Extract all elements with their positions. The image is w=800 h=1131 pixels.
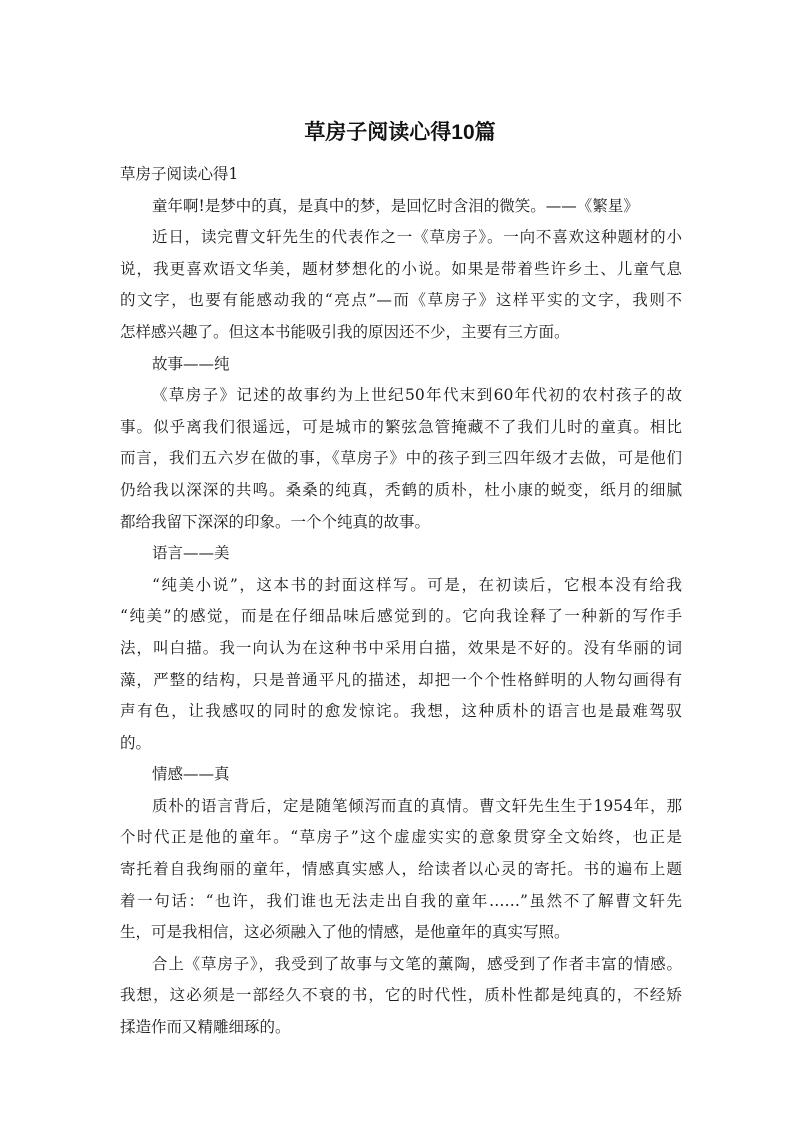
paragraph-line: 质朴的语言背后，定是随笔倾泻而直的真情。曹文轩先生生于1954年，那 bbox=[152, 796, 682, 815]
paragraph-line: 寄托着自我绚丽的童年，情感真实感人，给读者以心灵的寄托。书的遍布上题 bbox=[120, 860, 682, 879]
paragraph-line: 声有色，让我感叹的同时的愈发惊诧。我想，这种质朴的语言也是最难驾驭 bbox=[120, 702, 682, 721]
paragraph-line: “纯美小说”，这本书的封面这样写。可是，在初读后，它根本没有给我 bbox=[152, 575, 682, 594]
document-body bbox=[120, 159, 682, 1044]
paragraph-line: 而言，我们五六岁在做的事，《草房子》中的孩子到三四年级才去做，可是他们 bbox=[120, 449, 682, 468]
paragraph-line: 的。 bbox=[120, 733, 152, 752]
paragraph-line: 着一句话：“也许，我们谁也无法走出自我的童年……”虽然不了解曹文轩先 bbox=[120, 891, 682, 910]
paragraph-line: 情感——真 bbox=[152, 765, 230, 784]
paragraph-line: 生，可是我相信，这必须融入了他的情感，是他童年的真实写照。 bbox=[120, 923, 570, 942]
paragraph-line: 的文字，也要有能感动我的“亮点”—而《草房子》这样平实的文字，我则不 bbox=[120, 291, 682, 310]
paragraph-line: 都给我留下深深的印象。一个个纯真的故事。 bbox=[120, 512, 431, 531]
paragraph-line: 怎样感兴趣了。但这本书能吸引我的原因还不少，主要有三方面。 bbox=[120, 322, 570, 341]
paragraph-line: 我想，这必须是一部经久不衰的书，它的时代性，质朴性都是纯真的，不经矫 bbox=[120, 986, 682, 1005]
paragraph-line: 个时代正是他的童年。“草房子”这个虚虚实实的意象贯穿全文始终，也正是 bbox=[120, 828, 682, 847]
paragraph-line: 藻，严整的结构，只是普通平凡的描述，却把一个个性格鲜明的人物勾画得有 bbox=[120, 670, 682, 689]
paragraph-line: “纯美”的感觉，而是在仔细品味后感觉到的。它向我诠释了一种新的写作手 bbox=[120, 607, 682, 626]
paragraph-line: 揉造作而又精雕细琢的。 bbox=[120, 1018, 291, 1037]
paragraph-line: 童年啊!是梦中的真，是真中的梦，是回忆时含泪的微笑。——《繁星》 bbox=[152, 196, 639, 215]
paragraph-line: 说，我更喜欢语文华美，题材梦想化的小说。如果是带着些许乡土、儿童气息 bbox=[120, 259, 682, 278]
paragraph-line: 事。似乎离我们很遥远，可是城市的繁弦急管掩藏不了我们儿时的童真。相比 bbox=[120, 417, 682, 436]
paragraph-line: 语言——美 bbox=[152, 544, 230, 563]
paragraph-line: 仍给我以深深的共鸣。桑桑的纯真，秃鹤的质朴，杜小康的蜕变，纸月的细腻 bbox=[120, 480, 682, 499]
paragraph-line: 《草房子》记述的故事约为上世纪50年代末到60年代初的农村孩子的故 bbox=[152, 386, 682, 405]
document-title: 草房子阅读心得10篇 bbox=[304, 121, 496, 144]
section-heading: 草房子阅读心得1 bbox=[120, 165, 239, 183]
paragraph-line: 故事——纯 bbox=[152, 354, 230, 373]
paragraph-line: 法，叫白描。我一向认为在这种书中采用白描，效果是不好的。没有华丽的词 bbox=[120, 638, 682, 657]
paragraph-line: 近日，读完曹文轩先生的代表作之一《草房子》。一向不喜欢这种题材的小 bbox=[152, 228, 682, 247]
paragraph-line: 合上《草房子》，我受到了故事与文笔的薰陶，感受到了作者丰富的情感。 bbox=[152, 954, 682, 973]
